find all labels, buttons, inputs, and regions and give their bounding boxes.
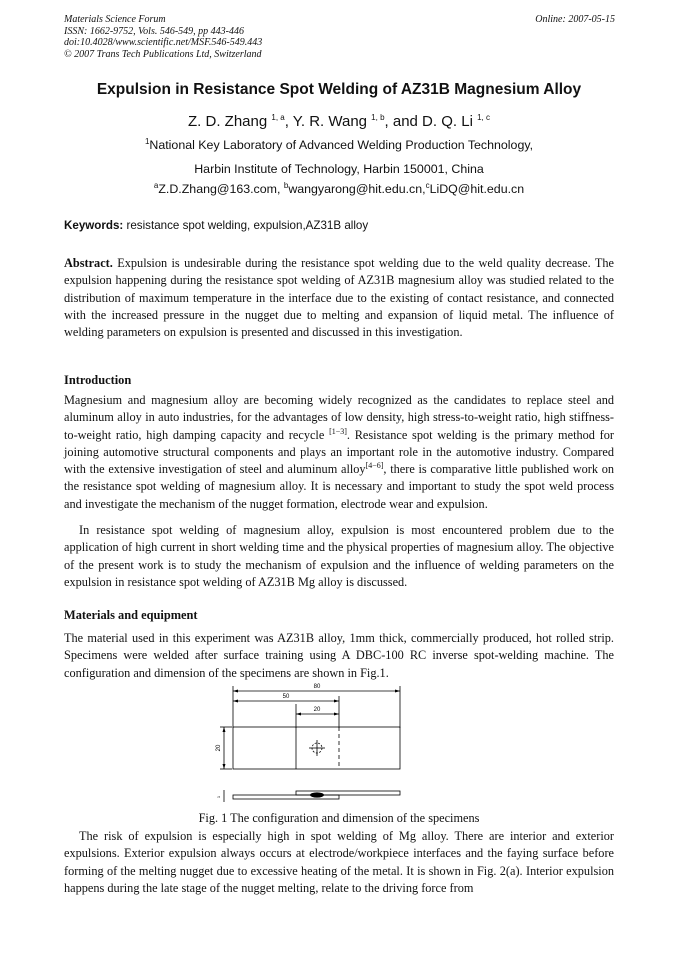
materials-paragraph-2: The risk of expulsion is especially high in spot welding of Mg alloy. There are interior and exterior expulsions. Exterior expulsion always occurs at electrode/workpiece interfaces and the faying surface before forming of the melting nugget due to excessive heating of the metal. It is shown in Fig. 2(a). Interior expulsion happens during the late stage of the nugget melting, relate to the driving force from bbox=[64, 829, 614, 895]
section-heading-materials: Materials and equipment bbox=[64, 608, 198, 622]
abstract-text: Expulsion is undesirable during the resistance spot welding due to the weld quality decrease. The expulsion happening during the resistance spot welding of AZ31B magnesium alloy was studied related to the distribution of maximum temperature in the interface due to the existing of contact resistance, and connected with the increased pressure in the nugget due to melting and expansion of liquid metal. The influence of welding parameters on expulsion is presented and discussed in this investigation. bbox=[64, 256, 614, 340]
author-2-affil: 1, b bbox=[371, 113, 385, 122]
abstract bbox=[64, 255, 614, 341]
dim-total-length: 80 bbox=[313, 684, 321, 690]
dim-overlap: 20 bbox=[313, 707, 321, 713]
journal-header bbox=[64, 14, 464, 60]
author-emails: $^a$Z.D.Zhang@163.com, $^b$wangyarong@hit.edu.cn,$^c$LiDQ@hit.edu.cn bbox=[153, 180, 525, 196]
dim-width: 20 bbox=[216, 744, 222, 752]
introduction-paragraph-1: Magnesium and magnesium alloy are becoming widely recognized as the candidates to replace steel and aluminum alloy in auto industries, for the advantages of low density, high stress-to-weight ratio, high stiffness-to-weight ratio, high damping capacity and recycle [1−3]. Resistance spot welding is the primary method for joining automotive structural components and plays an important role in the automotive industry. Compared with the extensive investigation of steel and aluminum alloy[4−6], there is comparative little published work on the resistance spot welding of magnesium alloy. It is necessary and important to study the spot weld process and investigate the mechanism of the nugget formation, electrode wear and expulsion. bbox=[64, 393, 615, 511]
weld-nugget bbox=[310, 792, 324, 797]
journal-copyright: © 2007 Trans Tech Publications Ltd, Switzerland bbox=[64, 48, 262, 60]
materials-paragraph-1: The material used in this experiment was AZ31B alloy, 1mm thick, commercially produced, hot rolled strip. Specimens were welded after surface training using A DBC-100 RC inverse spot-welding machine. The configuration and dimension of the specimens are shown in Fig.1. bbox=[64, 631, 614, 680]
keywords bbox=[64, 219, 368, 232]
email-c: LiDQ@hit.edu.cn bbox=[429, 182, 525, 196]
author-3-affil: 1, c bbox=[477, 113, 490, 122]
email-a: Z.D.Zhang@163.com, bbox=[158, 182, 284, 196]
affiliation-line-2: Harbin Institute of Technology, Harbin 150001, China bbox=[194, 162, 484, 176]
abstract-label: Abstract. bbox=[64, 256, 113, 270]
paper-title: Expulsion in Resistance Spot Welding of AZ31B Magnesium Alloy bbox=[96, 81, 582, 98]
author-1-affil: 1, a bbox=[271, 113, 285, 122]
journal-doi: doi:10.4028/www.scientific.net/MSF.546-549.443 bbox=[64, 37, 263, 49]
figure-1-specimen-drawing bbox=[212, 678, 408, 808]
section-heading-introduction: Introduction bbox=[64, 373, 132, 387]
journal-name: Materials Science Forum bbox=[64, 14, 166, 25]
dim-thickness: 1 bbox=[216, 795, 221, 799]
figure-1-caption: Fig. 1 The configuration and dimension of the specimens bbox=[198, 811, 480, 825]
journal-issn: ISSN: 1662-9752, Vols. 546-549, pp 443-446 bbox=[64, 25, 244, 37]
citation-4-6: [4−6] bbox=[365, 461, 384, 471]
affiliation-line-1: $^1$National Key Laboratory of Advanced Welding Production Technology, bbox=[144, 136, 534, 152]
author-2: Y. R. Wang bbox=[292, 113, 367, 130]
online-date: Online: 2007-05-15 bbox=[535, 14, 615, 25]
citation-1-3: [1−3] bbox=[329, 426, 347, 436]
dim-half-length: 50 bbox=[282, 694, 290, 700]
author-3: and D. Q. Li bbox=[392, 113, 473, 130]
introduction-paragraph-2: In resistance spot welding of magnesium alloy, expulsion is most encountered problem due to the application of high current in short welding time and the physical properties of magnesium alloy. The objective of the present work is to study the mechanism of expulsion and the influence of welding parameters on the expulsion in resistance spot welding of AZ31B Mg alloy is discussed. bbox=[64, 523, 614, 589]
author-1: Z. D. Zhang bbox=[188, 113, 268, 130]
author-list: Z. D. Zhang $^{1, a}$, Y. R. Wang $^{1, b}$, and D. Q. Li $^{1, c}$ bbox=[188, 113, 490, 130]
email-b: wangyarong@hit.edu.cn, bbox=[288, 182, 426, 196]
keywords-label: Keywords: bbox=[64, 219, 124, 232]
affiliation-number: 1 bbox=[144, 136, 150, 146]
keywords-text: resistance spot welding, expulsion,AZ31B alloy bbox=[123, 219, 369, 232]
